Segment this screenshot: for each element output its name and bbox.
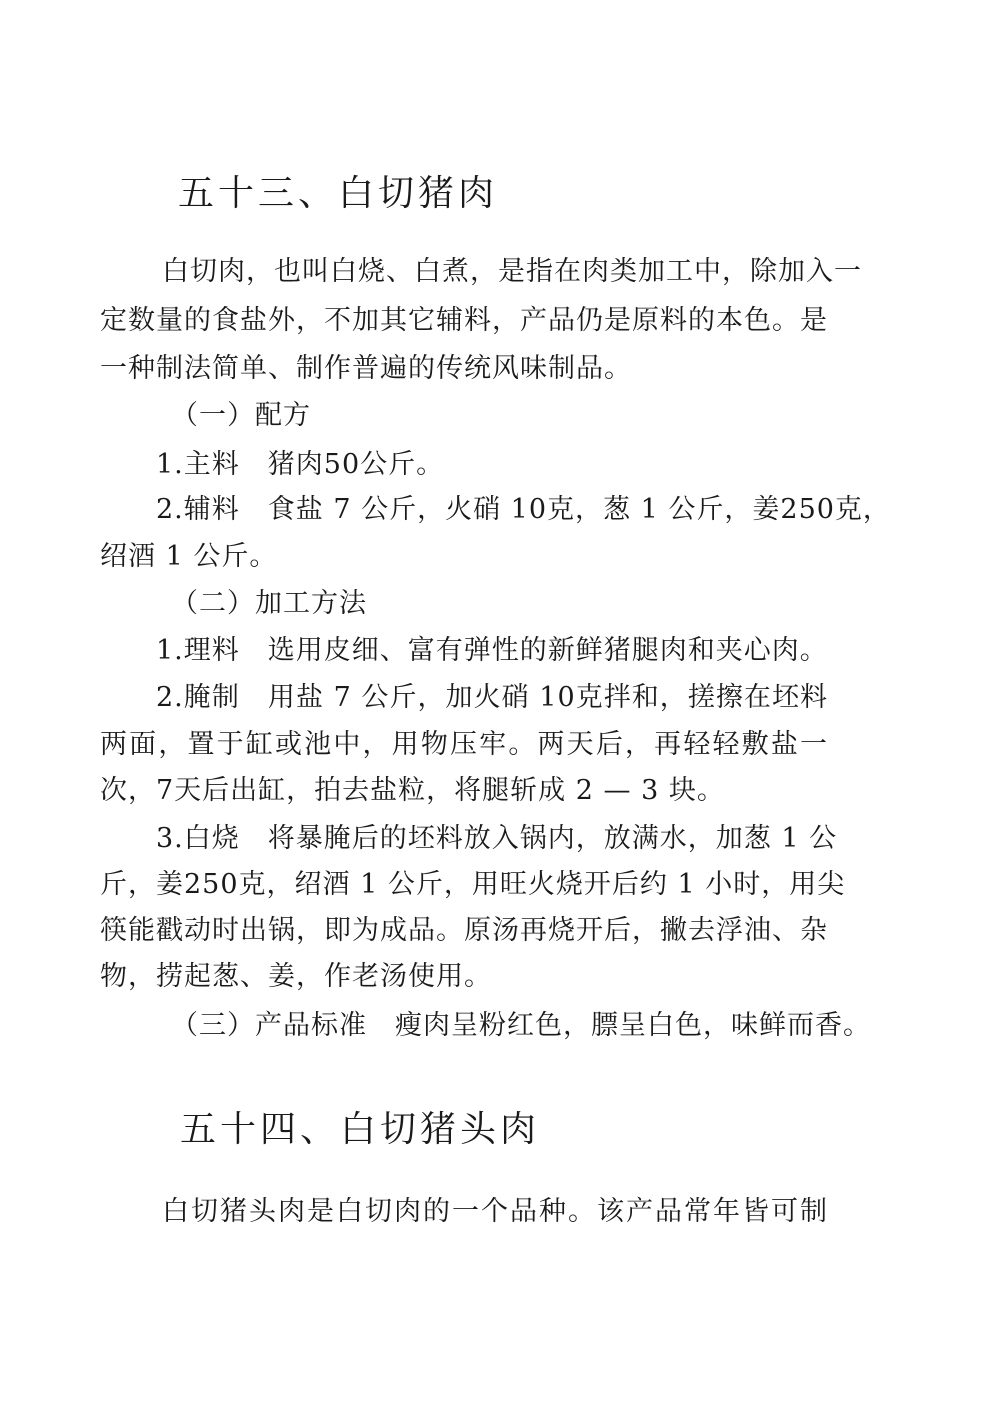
method-step-3-line-4: 物，捞起葱、姜，作老汤使用。 [100,961,492,992]
section-54-title: 五十四、白切猪头肉 [180,1109,541,1150]
method-step-2-line-1: 2.腌制 用盐 7 公斤，加火硝 10克拌和，搓擦在坯料 [156,682,828,713]
product-standard: （三）产品标准 瘦肉呈粉红色，膘呈白色，味鲜而香。 [171,1010,871,1041]
method-step-1: 1.理料 选用皮细、富有弹性的新鲜猪腿肉和夹心肉。 [156,635,828,666]
recipe-seasonings-line-1: 2.辅料 食盐 7 公斤，火硝 10克，葱 1 公斤，姜250克， [156,494,891,525]
method-step-3-line-3: 筷能戳动时出锅，即为成品。原汤再烧开后，撇去浮油、杂 [100,915,828,946]
section-53-intro-line-3: 一种制法简单、制作普遍的传统风味制品。 [100,353,632,384]
method-heading: （二）加工方法 [171,588,367,619]
section-53-intro-line-1: 白切肉，也叫白烧、白煮，是指在肉类加工中，除加入一 [162,256,862,287]
method-step-3-line-1: 3.白烧 将暴腌后的坯料放入锅内，放满水，加葱 1 公 [156,823,838,854]
section-54-intro-line-1: 白切猪头肉是白切肉的一个品种。该产品常年皆可制 [162,1196,828,1227]
recipe-seasonings-line-2: 绍酒 1 公斤。 [100,541,278,572]
section-53-intro-line-2: 定数量的食盐外，不加其它辅料，产品仍是原料的本色。是 [100,305,828,336]
recipe-heading: （一）配方 [171,400,311,431]
method-step-3-line-2: 斤，姜250克，绍酒 1 公斤，用旺火烧开后约 1 小时，用尖 [100,869,846,900]
recipe-main-ingredient: 1.主料 猪肉50公斤。 [156,449,445,480]
method-step-2-line-2: 两面，置于缸或池中，用物压牢。两天后，再轻轻敷盐一 [100,729,828,760]
method-step-2-line-3: 次，7天后出缸，拍去盐粒，将腿斩成 2 — 3 块。 [100,775,725,806]
section-53-title: 五十三、白切猪肉 [178,173,499,214]
